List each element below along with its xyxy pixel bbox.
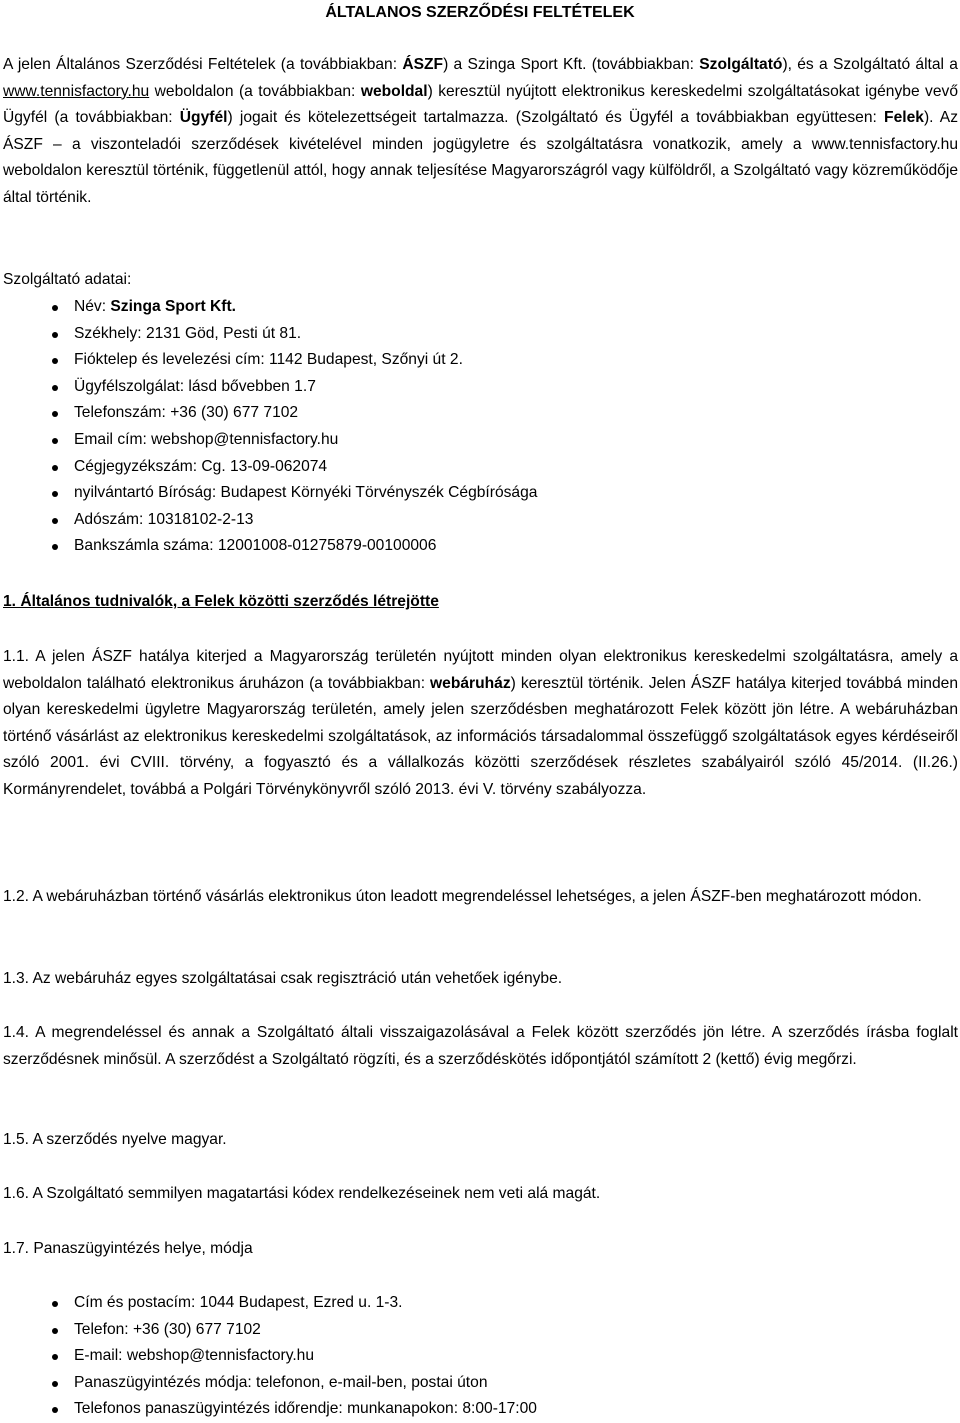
bullet-icon [52, 1301, 58, 1307]
bullet-icon [52, 411, 58, 417]
term-weboldal: weboldal [360, 82, 428, 100]
bullet-icon [52, 544, 58, 550]
paragraph-1-1 [3, 644, 958, 804]
provider-tax-number: Adószám: 10318102-2-13 [74, 510, 254, 528]
provider-name-value: Szinga Sport Kft. [110, 298, 237, 315]
provider-list [0, 294, 537, 560]
intro-text: ) a Szinga Sport Kft. (továbbiakban: [443, 56, 700, 73]
list-item [0, 507, 537, 534]
provider-customer-service: Ügyfélszolgálat: lásd bővebben 1.7 [74, 377, 316, 395]
bullet-icon [52, 332, 58, 338]
term-ugyfel: Ügyfél [179, 109, 228, 127]
bullet-icon [52, 1354, 58, 1360]
list-item [0, 1317, 537, 1344]
list-item [0, 347, 537, 374]
list-item [0, 454, 537, 481]
intro-text: A jelen Általános Szerződési Feltételek (a továbbiakban: [3, 56, 403, 73]
bullet-icon [52, 385, 58, 391]
list-item [0, 1343, 537, 1370]
bullet-icon [52, 1328, 58, 1334]
bullet-icon [52, 465, 58, 471]
term-felek: Felek [884, 109, 924, 127]
bullet-icon [52, 518, 58, 524]
paragraph-1-4: 1.4. A megrendeléssel és annak a Szolgáltató általi visszaigazolásával a Felek között szerződés jön létre. A szerződés írásba foglalt szerződésnek minősül. A szerződést a Szolgáltató rögzíti, és a szerződéskötés időpontjától számított 2 (kettő) évig megőrzi. [3, 1024, 958, 1068]
paragraph-1-3: 1.3. Az webáruház egyes szolgáltatásai csak regisztráció után vehetőek igénybe. [3, 970, 563, 987]
complaint-method: Panaszügyintézés módja: telefonon, e-mail-ben, postai úton [74, 1373, 488, 1391]
intro-paragraph [3, 52, 958, 212]
complaint-hours: Telefonos panaszügyintézés időrendje: munkanapokon: 8:00-17:00 [74, 1400, 537, 1418]
bullet-icon [52, 491, 58, 497]
intro-text: ), és a Szolgáltató által a [782, 56, 958, 73]
list-item [0, 400, 537, 427]
list-item [0, 1396, 537, 1423]
term-szolgaltato: Szolgáltató [699, 56, 783, 73]
provider-name-label: Név: [74, 298, 111, 315]
complaint-address: Cím és postacím: 1044 Budapest, Ezred u. 1-3. [74, 1294, 403, 1311]
complaint-email: E-mail: webshop@tennisfactory.hu [74, 1347, 315, 1365]
bullet-icon [52, 1381, 58, 1387]
intro-text: weboldalon (a továbbiakban: [149, 82, 361, 100]
list-item [0, 480, 537, 507]
paragraph-1-7: 1.7. Panaszügyintézés helye, módja [3, 1240, 253, 1257]
provider-heading: Szolgáltató adatai: [3, 271, 132, 288]
provider-seat: Székhely: 2131 Göd, Pesti út 81. [74, 324, 302, 342]
term-aszf: ÁSZF [402, 56, 444, 73]
term-webaruhaz: webáruház [430, 674, 511, 692]
provider-court: nyilvántartó Bíróság: Budapest Környéki Törvényszék Cégbírósága [74, 484, 538, 502]
paragraph-1-2: 1.2. A webáruházban történő vásárlás elektronikus úton leadott megrendeléssel lehetséges, a jelen ÁSZF-ben meghatározott módon. [3, 888, 922, 905]
list-item [0, 533, 537, 560]
bullet-icon [52, 358, 58, 364]
list-item [0, 294, 537, 321]
paragraph-text: ) keresztül történik. Jelen ÁSZF hatálya kiterjed továbbá minden olyan kereskedelmi ügyletre Magyarország területén, amely jelen szerződésben meghatározott Felek között jön létre. A webáruházban történő vásárlást az elektronikus kereskedelmi szolgáltatások, az információs társadalommal összefüggő szolgáltatások egyes kérdéseiről szóló 2001. évi CVIII. törvény, a fogyasztó és a vállalkozás közötti szerződések részletes szabályairól szóló 45/2014. (II.26.) Kormányrendelet, továbbá a Polgári Törvénykönyvről szóló 2013. évi V. törvény szabályozza. [3, 674, 958, 798]
document-title: ÁLTALANOS SZERZŐDÉSI FELTÉTELEK [325, 4, 635, 21]
website-link[interactable]: www.tennisfactory.hu [3, 82, 150, 100]
bullet-icon [52, 438, 58, 444]
provider-branch: Fióktelep és levelezési cím: 1142 Budapest, Szőnyi út 2. [74, 351, 463, 369]
paragraph-text: 1.1. A jelen ÁSZF hatálya kiterjed a Magyarország területén nyújtott minden olyan elektronikus kereskedelmi szolgáltatásra, amely a weboldalon található elektronikus áruházon (a továbbiakban: [3, 648, 958, 692]
complaint-list [0, 1290, 537, 1423]
bullet-icon [52, 1407, 58, 1413]
bullet-icon [52, 305, 58, 311]
provider-company-reg: Cégjegyzékszám: Cg. 13-09-062074 [74, 457, 328, 475]
intro-text: ). Az ÁSZF – a viszonteladói szerződések kivételével minden jogügyletre és szolgáltatásra vonatkozik, amely a www.tennisfactory.hu weboldalon keresztül történik, függetlenül attól, hogy annak teljesítése Magyarországról vagy külföldről, a Szolgáltató vagy közreműködője által történik. [3, 109, 959, 206]
intro-text: ) jogait és kötelezettségeit tartalmazza. (Szolgáltató és Ügyfél a továbbiakban együttesen: [227, 109, 885, 127]
section-1-heading: 1. Általános tudnivalók, a Felek közötti szerződés létrejötte [3, 593, 439, 610]
provider-phone: Telefonszám: +36 (30) 677 7102 [74, 404, 299, 422]
list-item [0, 1290, 537, 1317]
provider-email: Email cím: webshop@tennisfactory.hu [74, 430, 339, 448]
provider-bank-account: Bankszámla száma: 12001008-01275879-00100006 [74, 537, 437, 555]
list-item [0, 374, 537, 401]
list-item [0, 1370, 537, 1397]
paragraph-1-5: 1.5. A szerződés nyelve magyar. [3, 1131, 227, 1148]
paragraph-1-6: 1.6. A Szolgáltató semmilyen magatartási kódex rendelkezéseinek nem veti alá magát. [3, 1185, 601, 1202]
list-item [0, 321, 537, 348]
list-item [0, 427, 537, 454]
complaint-phone: Telefon: +36 (30) 677 7102 [74, 1320, 261, 1338]
intro-text: ) keresztül nyújtott elektronikus kereskedelmi szolgáltatásokat igénybe vevő Ügyfél (a továbbiakban: [3, 82, 958, 127]
